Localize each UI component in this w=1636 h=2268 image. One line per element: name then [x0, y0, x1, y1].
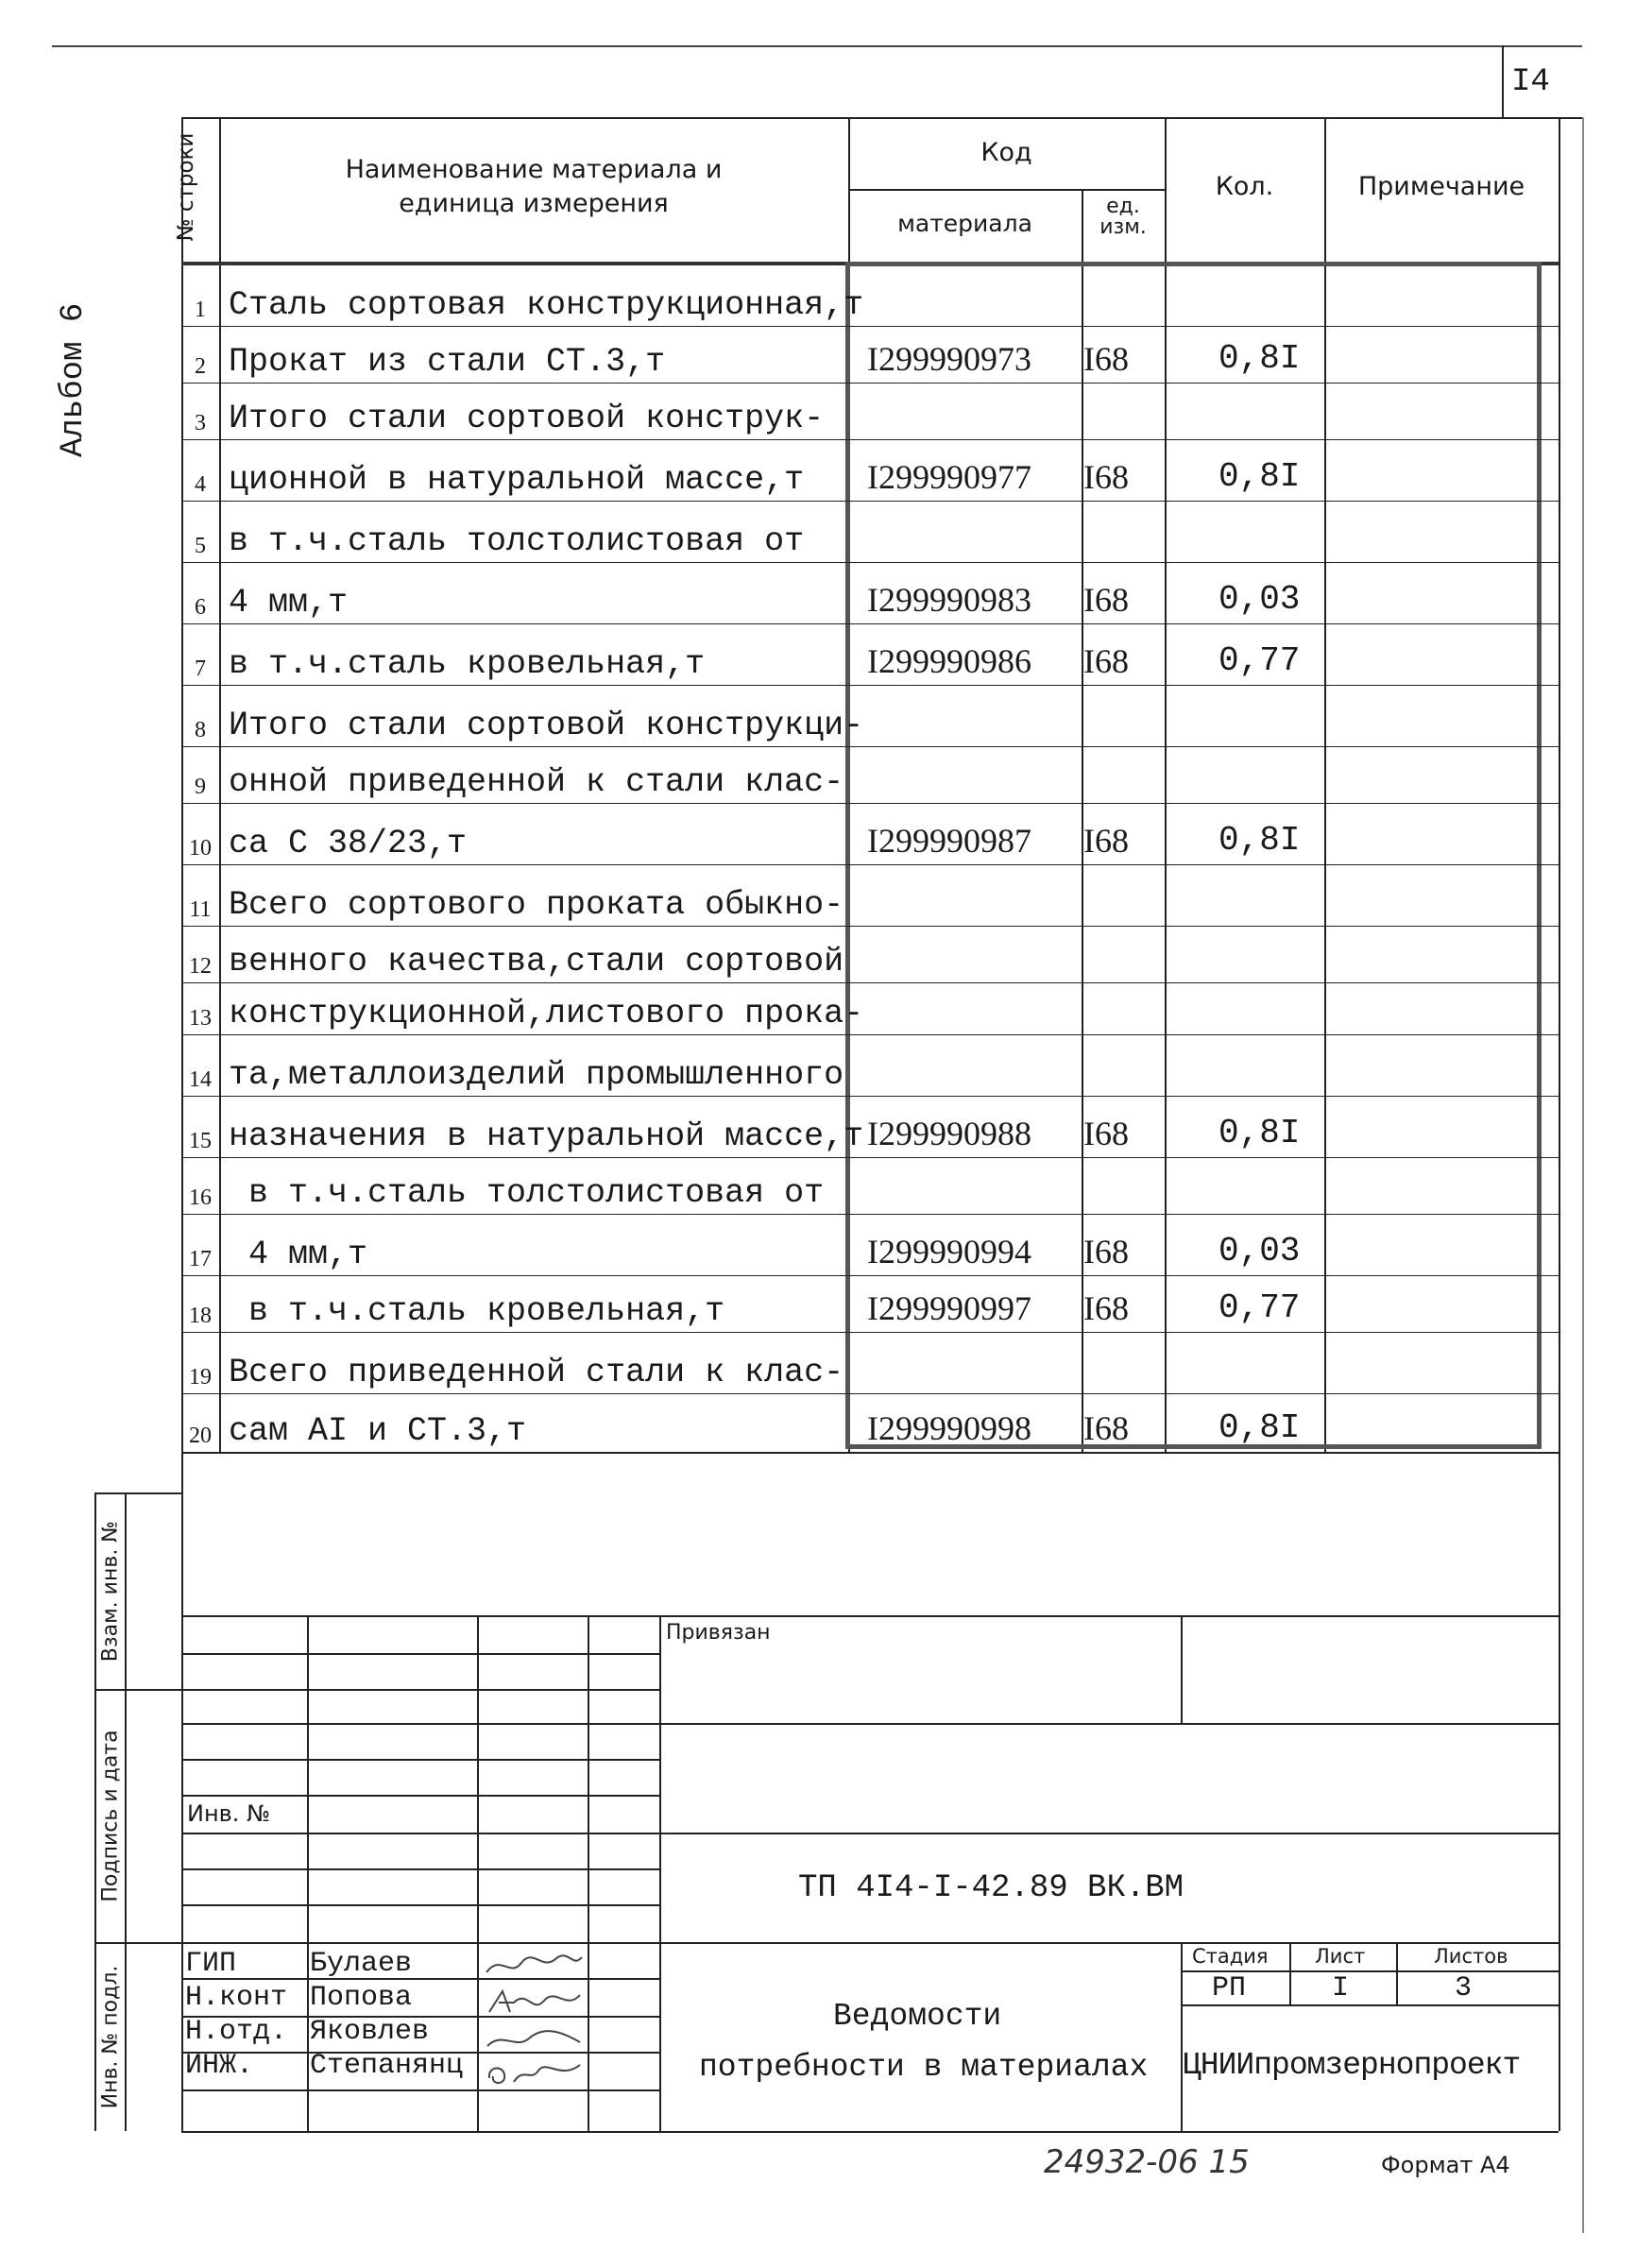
row-material-code: I299990998: [867, 1409, 1031, 1447]
row-quantity: 0,03: [1218, 1232, 1301, 1270]
table-row: [181, 1096, 1559, 1157]
table-row: [181, 685, 1559, 746]
table-row: [181, 1275, 1559, 1332]
row-quantity: 0,77: [1218, 641, 1301, 680]
signatory-role: Н.конт: [185, 1982, 288, 2014]
row-number: 15: [189, 1129, 212, 1153]
header-name: [219, 153, 848, 221]
row-number: 19: [189, 1365, 212, 1390]
row-quantity: 0,8I: [1218, 821, 1301, 860]
stamp-col3: [588, 1615, 589, 2131]
handwritten-number: 24932-06 15: [1044, 2143, 1250, 2181]
doc-code: ТП 4I4-I-42.89 ВК.ВМ: [798, 1870, 1184, 1906]
top-rule: [52, 45, 1582, 47]
row-number: 17: [189, 1247, 212, 1271]
row-material-name: Итого стали сортовой конструкци-: [229, 707, 864, 744]
row-unit-code: I68: [1083, 1409, 1129, 1447]
signatory-name: Степанянц: [310, 2050, 464, 2082]
row-number: 20: [189, 1424, 212, 1448]
side-strip-left: [94, 1492, 96, 2131]
side-label-inv-podl: Инв. № подл.: [98, 1965, 123, 2109]
header-name-text: Наименование материала и единица измерения: [345, 155, 723, 218]
row-material-name: Всего сортового проката обыкно-: [229, 886, 844, 924]
side-strip-div1: [94, 1689, 181, 1691]
header-code-unit: ед. изм.: [1099, 195, 1147, 239]
row-number: 9: [195, 775, 206, 799]
row-quantity: 0,8I: [1218, 1114, 1301, 1152]
row-material-code: I299990997: [867, 1289, 1031, 1327]
org-name: ЦНИИпромзернопроект: [1183, 2048, 1521, 2083]
row-number: 3: [195, 411, 206, 435]
doc-title-line1: Ведомости: [833, 1999, 1002, 2034]
sheet-label: Лист: [1315, 1945, 1366, 1968]
signature-stepanyants: [482, 2057, 586, 2089]
table-row: [181, 1393, 1559, 1452]
row-material-code: I299990977: [867, 458, 1031, 496]
signature-bulaev: [482, 1950, 586, 1982]
row-material-name: Всего приведенной стали к клас-: [229, 1354, 844, 1391]
row-material-code: I299990987: [867, 822, 1031, 860]
row-number: 18: [189, 1304, 212, 1328]
table-row: [181, 864, 1559, 926]
side-label-podpis: Подпись и дата: [98, 1730, 123, 1902]
row-material-code: I299990983: [867, 581, 1031, 619]
row-material-name: 4 мм,т: [229, 584, 349, 622]
stamp-rule-i: [181, 1942, 1559, 1944]
stamp-col2: [477, 1615, 479, 2131]
row-material-code: I299990994: [867, 1233, 1031, 1270]
row-quantity: 0,8I: [1218, 1408, 1301, 1447]
row-number: 13: [189, 1006, 212, 1031]
inv-no-label: Инв. №: [187, 1800, 271, 1827]
header-sub-rule: [848, 189, 1165, 191]
row-material-name: венного качества,стали сортовой: [229, 943, 844, 981]
signatory-name: Попова: [310, 1982, 413, 2014]
row-number: 6: [195, 595, 206, 620]
table-bottom-rule: [181, 1452, 1559, 1454]
table-row: [181, 1214, 1559, 1275]
table-row: [181, 1034, 1559, 1096]
row-material-name: в т.ч.сталь толстолистовая от: [229, 1174, 825, 1212]
row-material-name: са С 38/23,т: [229, 825, 468, 862]
row-material-name: конструкционной,листового прока-: [229, 995, 864, 1032]
right-margin-line: [1582, 117, 1584, 2233]
row-number: 4: [195, 472, 206, 497]
signature-popova: [482, 1986, 586, 2018]
stamp-stage-col1: [1289, 1942, 1291, 2004]
row-material-name: назначения в натуральной массе,т: [229, 1117, 864, 1155]
table-row: [181, 623, 1559, 685]
signatory-name: Яковлев: [310, 2016, 430, 2048]
row-material-name: Итого стали сортовой конструк-: [229, 400, 825, 437]
row-unit-code: I68: [1083, 458, 1129, 496]
table-row: [181, 803, 1559, 864]
stamp-col-priv: [1181, 1615, 1183, 1723]
stamp-rule-a: [181, 1653, 659, 1655]
header-qty: Кол.: [1215, 172, 1274, 201]
table-row: [181, 274, 1559, 326]
header-code-material: материала: [897, 210, 1032, 237]
stamp-top-rule: [181, 1615, 1559, 1617]
row-material-name: та,металлоизделий промышленного: [229, 1056, 844, 1094]
stamp-rule-f: [181, 1833, 1559, 1834]
side-label-vzam: Взам. инв. №: [98, 1520, 123, 1663]
doc-title-line2: потребности в материалах: [699, 2050, 1149, 2085]
side-strip-inner: [125, 1492, 127, 2131]
stamp-rule-c: [181, 1723, 1559, 1725]
frame-bottom: [181, 2131, 1559, 2133]
stamp-rule-e: [181, 1795, 659, 1797]
page-number-box-left: [1502, 45, 1504, 117]
table-row: [181, 383, 1559, 439]
table-row: [181, 439, 1559, 501]
row-unit-code: I68: [1083, 1233, 1129, 1270]
stamp-stage-rule2: [1181, 2004, 1559, 2006]
header-row-no: № строки: [174, 132, 198, 242]
album-label: Альбом 6: [56, 302, 92, 457]
stamp-rule-g: [181, 1868, 659, 1870]
table-row: [181, 982, 1559, 1034]
format-label: Формат А4: [1381, 2152, 1510, 2178]
table-row: [181, 1157, 1559, 1214]
row-number: 8: [195, 718, 206, 742]
row-unit-code: I68: [1083, 642, 1129, 680]
stamp-rule-d: [181, 1759, 659, 1761]
page-number: I4: [1511, 64, 1550, 100]
table-row: [181, 326, 1559, 383]
stamp-rule-h: [181, 1904, 659, 1906]
row-material-code: I299990986: [867, 642, 1031, 680]
row-number: 12: [189, 954, 212, 979]
stamp-stage-col2: [1396, 1942, 1398, 2004]
row-material-name: в т.ч.сталь кровельная,т: [229, 645, 706, 683]
row-number: 16: [189, 1185, 212, 1210]
sheet-value: I: [1332, 1972, 1350, 2004]
stage-label: Стадия: [1192, 1945, 1269, 1968]
privyazan-label: Привязан: [666, 1621, 771, 1645]
row-material-code: I299990973: [867, 340, 1031, 378]
header-note: Примечание: [1357, 172, 1525, 201]
table-row: [181, 562, 1559, 623]
stamp-col4: [659, 1615, 661, 2131]
signatory-role: ГИП: [185, 1948, 237, 1980]
row-number: 5: [195, 534, 206, 558]
signatory-role: Н.отд.: [185, 2016, 288, 2048]
row-material-name: сам АI и СТ.3,т: [229, 1412, 527, 1450]
table-row: [181, 501, 1559, 562]
row-number: 2: [195, 354, 206, 379]
row-material-name: Прокат из стали СТ.3,т: [229, 343, 666, 381]
row-quantity: 0,03: [1218, 580, 1301, 619]
row-number: 7: [195, 657, 206, 681]
row-material-name: в т.ч.сталь толстолистовая от: [229, 522, 805, 560]
row-quantity: 0,77: [1218, 1288, 1301, 1327]
side-strip-top: [94, 1492, 181, 1494]
row-unit-code: I68: [1083, 340, 1129, 378]
frame-right: [1559, 117, 1560, 2131]
row-unit-code: I68: [1083, 581, 1129, 619]
row-material-name: в т.ч.сталь кровельная,т: [229, 1292, 725, 1330]
stamp-rule-m: [181, 2089, 659, 2091]
table-row: [181, 746, 1559, 803]
row-unit-code: I68: [1083, 822, 1129, 860]
row-unit-code: I68: [1083, 1115, 1129, 1152]
row-number: 14: [189, 1067, 212, 1092]
stamp-col1: [307, 1615, 309, 2131]
table-row: [181, 1332, 1559, 1393]
row-material-name: 4 мм,т: [229, 1236, 368, 1273]
row-quantity: 0,8I: [1218, 457, 1301, 496]
stage-value: РП: [1212, 1972, 1247, 2004]
signature-yakovlev: [482, 2021, 586, 2054]
row-material-name: Сталь сортовая конструкционная,т: [229, 286, 864, 324]
row-material-name: онной приведенной к стали клас-: [229, 763, 844, 801]
row-material-code: I299990988: [867, 1115, 1031, 1152]
row-material-name: ционной в натуральной массе,т: [229, 461, 805, 499]
row-quantity: 0,8I: [1218, 339, 1301, 378]
stamp-rule-j: [181, 1978, 659, 1980]
sheets-label: Листов: [1434, 1945, 1508, 1968]
stamp-rule-b: [181, 1689, 659, 1691]
header-code: Код: [980, 138, 1032, 167]
row-number: 10: [189, 836, 212, 861]
signatory-role: ИНЖ.: [185, 2050, 254, 2082]
row-number: 11: [189, 897, 212, 922]
row-unit-code: I68: [1083, 1289, 1129, 1327]
row-number: 1: [195, 298, 206, 322]
table-row: [181, 926, 1559, 982]
sheets-value: 3: [1455, 1972, 1473, 2004]
signatory-name: Булаев: [310, 1948, 413, 1980]
frame-top: [181, 117, 1559, 119]
